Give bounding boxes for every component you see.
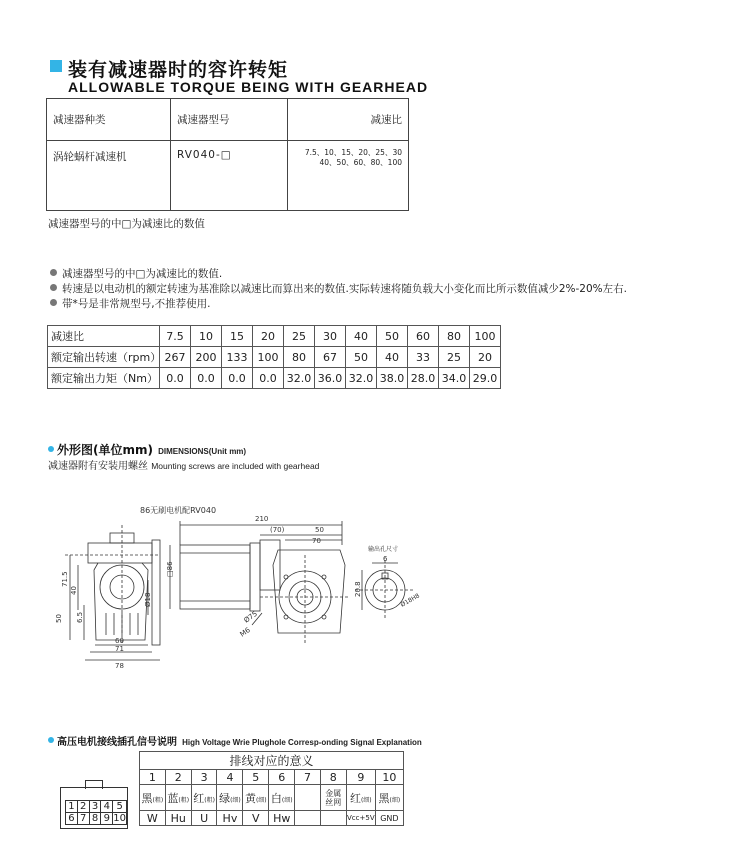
spec-cell: 33 (408, 347, 439, 368)
wire-color-main: 蓝 (167, 791, 179, 805)
wire-color-sub: (细) (389, 796, 401, 804)
spec-cell: 25 (284, 326, 315, 347)
heading-square-icon (50, 60, 62, 72)
wire-color-sub: (粗) (152, 796, 164, 804)
dim-label: 50 (55, 614, 63, 623)
dim-label: 86无刷电机配RV040 (140, 506, 217, 515)
wire-color (165, 785, 191, 811)
wire-color-sub: (细) (255, 796, 267, 804)
connector-pin: 2 (77, 801, 89, 813)
wire-color (243, 785, 269, 811)
bullet-2-text: 转速是以电动机的额定转速为基准除以减速比而算出来的数值.实际转速将随负载大小变化而比所示数值减少2%-20%左右. (62, 283, 627, 295)
connector-pin: 4 (101, 801, 113, 813)
spec-cell: 38.0 (377, 368, 408, 389)
section-dot-icon (48, 446, 54, 452)
dimension-drawing (0, 495, 750, 675)
spec-cell: 30 (315, 326, 346, 347)
wire-color-sub: (粗) (178, 796, 190, 804)
bullet-dot-icon (50, 284, 57, 291)
pin-number: 8 (320, 770, 346, 785)
spec-cell: 20 (470, 347, 501, 368)
dim-label: 78 (115, 662, 124, 670)
spec-label-speed: 额定输出转速（rpm） (48, 347, 160, 368)
wire-color-main: 红 (349, 791, 361, 805)
page-title: 装有减速器时的容许转矩 (68, 59, 289, 81)
dim-label: M6 (238, 626, 252, 639)
spec-cell: 20 (253, 326, 284, 347)
dim-label: (70) (270, 526, 285, 534)
spec-cell: 50 (346, 347, 377, 368)
wire-color-sub: (细) (230, 796, 241, 804)
spec-label-ratio: 减速比 (48, 326, 160, 347)
connector-pin: 9 (101, 813, 113, 825)
spec-cell: 34.0 (439, 368, 470, 389)
wire-color (269, 785, 295, 811)
connector-pin: 1 (66, 801, 78, 813)
spec-cell: 0.0 (253, 368, 284, 389)
spec-cell: 60 (408, 326, 439, 347)
gear-header-ratio: 减速比 (288, 99, 409, 141)
wire-color (320, 785, 346, 811)
wire-color (140, 785, 166, 811)
spec-label-torque: 额定输出力矩（Nm） (48, 368, 160, 389)
bullet-1 (50, 266, 222, 281)
spec-cell: 40 (377, 347, 408, 368)
signal-name: GND (375, 811, 403, 826)
wire-color-main: 黑 (141, 791, 153, 805)
dim-label: 6 (383, 555, 388, 563)
spec-cell: 32.0 (346, 368, 377, 389)
pin-number: 1 (140, 770, 166, 785)
bullet-dot-icon (50, 299, 57, 306)
pin-number: 9 (346, 770, 375, 785)
wire-color-main: 白 (270, 791, 282, 805)
spec-cell: 0.0 (160, 368, 191, 389)
dim-label: 210 (255, 515, 269, 523)
dim-label: Ø18H8 (399, 592, 421, 609)
pin-number: 10 (375, 770, 403, 785)
spec-cell: 80 (439, 326, 470, 347)
connector-pin: 8 (89, 813, 101, 825)
wire-color-main: 黄 (244, 791, 256, 805)
wire-color (346, 785, 375, 811)
spec-cell: 67 (315, 347, 346, 368)
dim-label: □86 (166, 561, 174, 577)
dim-label: 输出孔尺寸 (368, 546, 399, 553)
wiring-table (139, 751, 404, 826)
pin-number: 4 (217, 770, 243, 785)
signal-name (295, 811, 320, 826)
spec-cell: 0.0 (222, 368, 253, 389)
dimensions-subtitle (48, 457, 319, 472)
spec-cell: 0.0 (191, 368, 222, 389)
bullet-3-text: 带*号是非常规型号,不推荐使用. (62, 298, 211, 310)
signal-name (320, 811, 346, 826)
pin-number: 3 (191, 770, 217, 785)
wire-color-main: 绿 (219, 791, 231, 805)
connector-diagram (60, 787, 128, 829)
wiring-title-en: High Voltage Wrie Plughole Corresp-onding Signal Explanation (182, 738, 422, 747)
signal-name: Vcc+5V (346, 811, 375, 826)
spec-cell: 28.0 (408, 368, 439, 389)
bullet-dot-icon (50, 269, 57, 276)
dim-label: 60 (115, 637, 124, 645)
pin-number: 5 (243, 770, 269, 785)
pin-number: 7 (295, 770, 320, 785)
wire-color-sub: (细) (360, 796, 372, 804)
spec-cell: 267 (160, 347, 191, 368)
spec-cell: 50 (377, 326, 408, 347)
page-title-en: ALLOWABLE TORQUE BEING WITH GEARHEAD (68, 79, 429, 95)
wire-color (295, 785, 320, 811)
gear-note: 减速器型号的中□为减速比的数值 (48, 218, 205, 230)
gear-header-model: 减速器型号 (171, 99, 288, 141)
spec-cell: 36.0 (315, 368, 346, 389)
spec-cell: 40 (346, 326, 377, 347)
spec-cell: 32.0 (284, 368, 315, 389)
dim-label: 70 (312, 537, 321, 545)
gear-header-type: 减速器种类 (47, 99, 171, 141)
gear-table (46, 98, 409, 211)
dim-label: 40 (70, 586, 78, 595)
connector-pin: 3 (89, 801, 101, 813)
connector-latch (85, 780, 103, 789)
signal-name: Hu (165, 811, 191, 826)
signal-name: Hw (269, 811, 295, 826)
dimensions-subtitle-cn: 减速器附有安装用螺丝 (48, 461, 148, 472)
connector-pin: 6 (66, 813, 78, 825)
spec-cell: 10 (191, 326, 222, 347)
gearbox-side-view (65, 525, 160, 660)
gearbox-front-view (252, 550, 350, 645)
connector-pin: 5 (113, 801, 127, 813)
spec-cell: 200 (191, 347, 222, 368)
wire-color-sub: (细) (281, 796, 293, 804)
bullet-3 (50, 296, 210, 311)
dim-label: 71 (115, 645, 124, 653)
connector-pin: 7 (77, 813, 89, 825)
gear-type-cell: 涡轮蜗杆减速机 (47, 141, 171, 211)
gear-model-cell: RV040-□ (171, 141, 288, 211)
dim-label: Ø75 (242, 609, 259, 625)
bullet-2 (50, 281, 627, 296)
wire-color-main: 黑 (378, 791, 390, 805)
dimensions-heading (48, 439, 246, 458)
gear-ratios-line2: 40、50、60、80、100 (319, 158, 402, 167)
spec-cell: 25 (439, 347, 470, 368)
signal-name: U (191, 811, 217, 826)
spec-cell: 100 (470, 326, 501, 347)
dim-label: 20.8 (354, 581, 362, 597)
spec-table (47, 325, 501, 389)
wire-color (217, 785, 243, 811)
dimensions-title-en: DIMENSIONS(Unit mm) (158, 447, 247, 456)
dimensions-subtitle-en: Mounting screws are included with gearhead (151, 461, 320, 471)
wire-color-main: 红 (193, 791, 205, 805)
section-dot-icon (48, 737, 54, 743)
connector-pins (65, 800, 127, 825)
wiring-heading (48, 730, 422, 749)
spec-cell: 100 (253, 347, 284, 368)
spec-cell: 133 (222, 347, 253, 368)
wire-color (375, 785, 403, 811)
dim-label: 6.5 (76, 611, 84, 623)
spec-cell: 80 (284, 347, 315, 368)
motor-side-view (170, 521, 342, 611)
wire-color-main: 金属丝网 (325, 788, 342, 807)
wiring-table-header: 排线对应的意义 (140, 752, 404, 770)
dim-label: 50 (315, 526, 324, 534)
spec-cell: 15 (222, 326, 253, 347)
output-bore-view (355, 560, 415, 620)
gear-ratios-cell (288, 141, 409, 211)
connector-pin: 10 (113, 813, 126, 824)
spec-cell: 29.0 (470, 368, 501, 389)
dim-label: 71.5 (61, 571, 69, 587)
wire-color-sub: (粗) (204, 796, 215, 804)
signal-name: V (243, 811, 269, 826)
spec-cell: 7.5 (160, 326, 191, 347)
bullet-1-text: 减速器型号的中□为减速比的数值. (62, 268, 223, 280)
pin-number: 6 (269, 770, 295, 785)
wiring-title: 高压电机接线插孔信号说明 (57, 737, 177, 748)
signal-name: W (140, 811, 166, 826)
gear-ratios-line1: 7.5、10、15、20、25、30 (304, 148, 402, 157)
signal-name: Hv (217, 811, 243, 826)
wire-color (191, 785, 217, 811)
dim-label: Ø18 (144, 592, 152, 607)
dimensions-title: 外形图(单位mm) (57, 443, 153, 457)
pin-number: 2 (165, 770, 191, 785)
